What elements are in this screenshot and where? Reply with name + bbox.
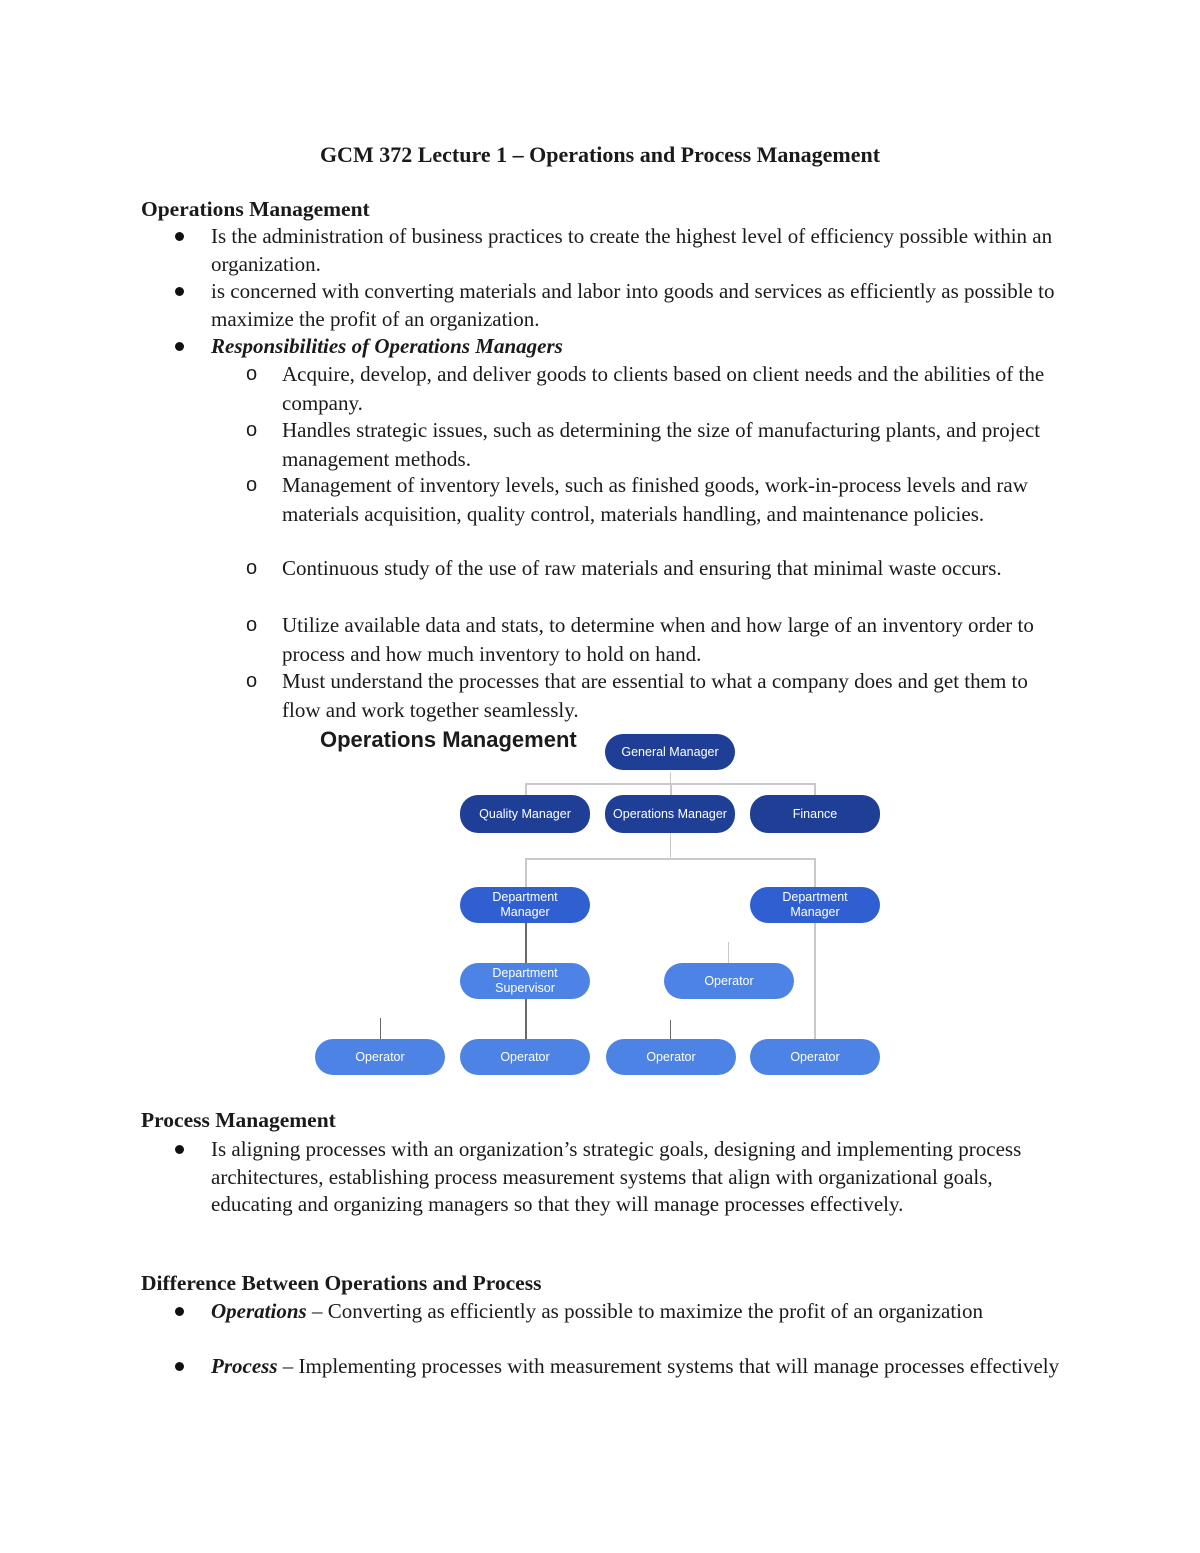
org-chart-title: Operations Management [320, 727, 577, 752]
connector [525, 858, 816, 860]
sub-bullet-marker: o [246, 557, 258, 579]
responsibility-text: Handles strategic issues, such as determining the size of manufacturing plants, and project management methods. [282, 418, 1041, 471]
responsibility-item [246, 416, 1062, 473]
node-quality-manager: Quality Manager [460, 795, 590, 833]
connector [728, 942, 729, 964]
difference-definition: – Converting as efficiently as possible to maximize the profit of an organization [306, 1299, 983, 1323]
sub-bullet-marker: o [246, 614, 258, 636]
responsibilities-label: Responsibilities of Operations Managers [211, 333, 1071, 361]
process-bullet-1: Is aligning processes with an organization’s strategic goals, designing and implementing process architectures, establishing process measurement systems that align with organizational goals, educating and organizing managers so that they will manage processes effectively. [211, 1136, 1071, 1219]
connector [525, 858, 527, 888]
connector [670, 832, 671, 859]
node-department-manager-right: Department Manager [750, 887, 880, 923]
sub-bullet-marker: o [246, 419, 258, 441]
difference-item-operations [211, 1298, 1071, 1326]
connector [525, 922, 527, 964]
responsibility-text: Utilize available data and stats, to determine when and how large of an inventory order to process and how much inventory to hold on hand. [282, 613, 1034, 666]
connector [814, 922, 816, 1040]
node-general-manager: General Manager [605, 734, 735, 770]
difference-term: Process [211, 1354, 278, 1378]
responsibility-text: Must understand the processes that are essential to what a company does and get them to flow and work together seamlessly. [282, 669, 1028, 722]
node-operator-1: Operator [315, 1039, 445, 1075]
node-department-manager-left: Department Manager [460, 887, 590, 923]
connector [814, 858, 816, 888]
process-heading: Process Management [141, 1108, 336, 1132]
node-department-supervisor: Department Supervisor [460, 963, 590, 999]
node-operator-3: Operator [606, 1039, 736, 1075]
operations-heading: Operations Management [141, 197, 370, 221]
operations-bullet-2: is concerned with converting materials and labor into goods and services as efficiently as possible to maximize the profit of an organization. [211, 278, 1071, 333]
sub-bullet-marker: o [246, 670, 258, 692]
connector [670, 1020, 671, 1040]
difference-term: Operations [211, 1299, 307, 1323]
document-title: GCM 372 Lecture 1 – Operations and Process Management [319, 142, 881, 167]
connector [380, 1018, 381, 1040]
operations-bullet-1: Is the administration of business practices to create the highest level of efficiency possible within an organization. [211, 223, 1071, 278]
responsibility-item [246, 471, 1062, 528]
responsibility-text: Continuous study of the use of raw materials and ensuring that minimal waste occurs. [282, 556, 1002, 580]
node-operator-4: Operator [750, 1039, 880, 1075]
responsibility-item [246, 667, 1062, 724]
node-finance: Finance [750, 795, 880, 833]
responsibility-text: Acquire, develop, and deliver goods to clients based on client needs and the abilities of the company. [282, 362, 1045, 415]
sub-bullet-marker: o [246, 363, 258, 385]
responsibility-text: Management of inventory levels, such as finished goods, work-in-process levels and raw materials acquisition, quality control, materials handling, and maintenance policies. [282, 473, 1028, 526]
responsibility-item [246, 360, 1062, 417]
responsibility-item [246, 554, 1062, 583]
node-operator-mid: Operator [664, 963, 794, 999]
org-chart [300, 722, 900, 1092]
sub-bullet-marker: o [246, 474, 258, 496]
connector [525, 998, 527, 1040]
difference-heading: Difference Between Operations and Process [141, 1271, 542, 1295]
node-operations-manager: Operations Manager [605, 795, 735, 833]
difference-item-process [211, 1353, 1071, 1381]
node-operator-2: Operator [460, 1039, 590, 1075]
difference-definition: – Implementing processes with measurement systems that will manage processes effectively [277, 1354, 1060, 1378]
responsibility-item [246, 611, 1062, 668]
